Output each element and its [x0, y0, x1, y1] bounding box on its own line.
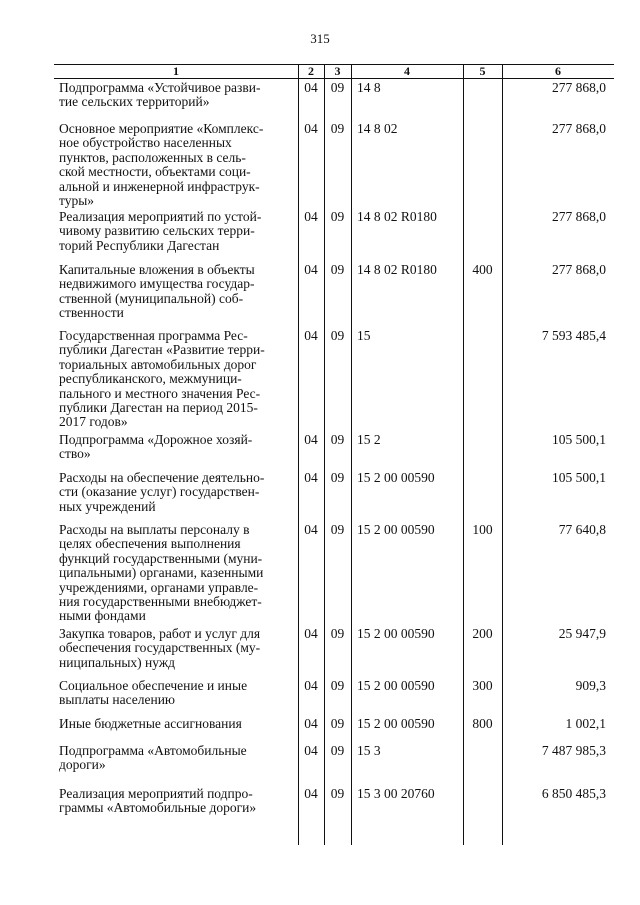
row-subsection: 09 [330, 716, 345, 731]
row-target-code: 14 8 02 [357, 121, 398, 136]
row-amount: 277 868,0 [552, 121, 606, 136]
column-divider [502, 64, 503, 845]
row-expense-type: 100 [472, 522, 493, 537]
row-amount: 6 850 485,3 [541, 786, 606, 801]
row-amount: 105 500,1 [552, 432, 606, 447]
column-header-target-code: 4 [404, 64, 410, 78]
row-section: 04 [304, 678, 318, 693]
row-section: 04 [304, 121, 318, 136]
row-section: 04 [304, 209, 318, 224]
row-target-code: 15 2 [357, 432, 381, 447]
row-target-code: 15 2 00 00590 [357, 626, 435, 641]
row-name: Расходы на обеспечение деятельно- сти (оказание услуг) государствен- ных учреждений [59, 470, 265, 514]
row-name: Закупка товаров, работ и услуг для обеспечения государственных (му- ниципальных) нужд [59, 626, 261, 670]
row-subsection: 09 [330, 743, 345, 758]
row-name: Подпрограмма «Дорожное хозяй- ство» [59, 432, 253, 462]
row-section: 04 [304, 432, 318, 447]
row-subsection: 09 [330, 470, 345, 485]
budget-table [54, 64, 614, 845]
row-subsection: 09 [330, 522, 345, 537]
row-section: 04 [304, 328, 318, 343]
row-target-code: 15 [357, 328, 371, 343]
row-amount: 105 500,1 [552, 470, 606, 485]
row-amount: 77 640,8 [558, 522, 606, 537]
row-target-code: 15 2 00 00590 [357, 716, 435, 731]
row-subsection: 09 [330, 209, 345, 224]
column-divider [351, 64, 352, 845]
row-amount: 25 947,9 [558, 626, 606, 641]
row-target-code: 14 8 02 R0180 [357, 209, 437, 224]
row-amount: 1 002,1 [565, 716, 606, 731]
row-subsection: 09 [330, 121, 345, 136]
row-name: Подпрограмма «Автомобильные дороги» [59, 743, 247, 773]
row-subsection: 09 [330, 786, 345, 801]
row-name: Реализация мероприятий подпро- граммы «Автомобильные дороги» [59, 786, 257, 816]
row-name: Иные бюджетные ассигнования [59, 716, 242, 731]
row-expense-type: 800 [472, 716, 493, 731]
row-name: Подпрограмма «Устойчивое разви- тие сельских территорий» [59, 80, 261, 110]
row-amount: 7 593 485,4 [541, 328, 606, 343]
row-subsection: 09 [330, 328, 345, 343]
row-name: Социальное обеспечение и иные выплаты населению [59, 678, 248, 708]
row-target-code: 15 2 00 00590 [357, 522, 435, 537]
row-name: Расходы на выплаты персоналу в целях обеспечения выполнения функций государственными (муни- ципальными) органами, казенными учреждениями, органами управле- ния государственными внебюджет- ными фондами [59, 522, 264, 624]
row-section: 04 [304, 786, 318, 801]
row-subsection: 09 [330, 262, 345, 277]
row-subsection: 09 [330, 432, 345, 447]
row-subsection: 09 [330, 678, 345, 693]
column-header-expense-type: 5 [479, 64, 486, 78]
row-section: 04 [304, 743, 318, 758]
row-name: Государственная программа Рес- публики Дагестан «Развитие терри- ториальных автомобильных дорог республиканского, межмуници- пального и местного значения Рес- публики Дагестан на период 2015- 2017 годов» [59, 328, 265, 430]
row-target-code: 14 8 [357, 80, 381, 95]
column-header-section: 2 [308, 64, 314, 78]
row-subsection: 09 [330, 626, 345, 641]
row-section: 04 [304, 262, 318, 277]
column-header-amount: 6 [555, 64, 561, 78]
row-amount: 7 487 985,3 [541, 743, 606, 758]
row-subsection: 09 [330, 80, 345, 95]
column-header-name: 1 [173, 64, 179, 78]
row-expense-type: 400 [472, 262, 493, 277]
row-section: 04 [304, 716, 318, 731]
row-section: 04 [304, 522, 318, 537]
row-target-code: 15 2 00 00590 [357, 678, 435, 693]
row-name: Основное мероприятие «Комплекс- ное обустройство населенных пунктов, расположенных в сель- ской местности, объектами соци- альной и инженерной инфраструк- туры» [59, 121, 264, 209]
row-target-code: 15 3 [357, 743, 381, 758]
row-amount: 277 868,0 [552, 209, 606, 224]
row-name: Капитальные вложения в объекты недвижимого имущества государ- ственной (муниципальной) соб- ственности [59, 262, 255, 321]
header-bottom-border [54, 78, 614, 79]
column-header-subsection: 3 [334, 64, 341, 78]
row-target-code: 15 2 00 00590 [357, 470, 435, 485]
row-amount: 909,3 [575, 678, 606, 693]
page-number: 315 [310, 31, 330, 46]
row-amount: 277 868,0 [552, 80, 606, 95]
row-section: 04 [304, 626, 318, 641]
row-target-code: 14 8 02 R0180 [357, 262, 437, 277]
row-amount: 277 868,0 [552, 262, 606, 277]
row-target-code: 15 3 00 20760 [357, 786, 435, 801]
row-section: 04 [304, 80, 318, 95]
row-section: 04 [304, 470, 318, 485]
row-expense-type: 300 [472, 678, 493, 693]
row-expense-type: 200 [472, 626, 493, 641]
row-name: Реализация мероприятий по устой- чивому развитию сельских терри- торий Республики Дагестан [59, 209, 262, 253]
